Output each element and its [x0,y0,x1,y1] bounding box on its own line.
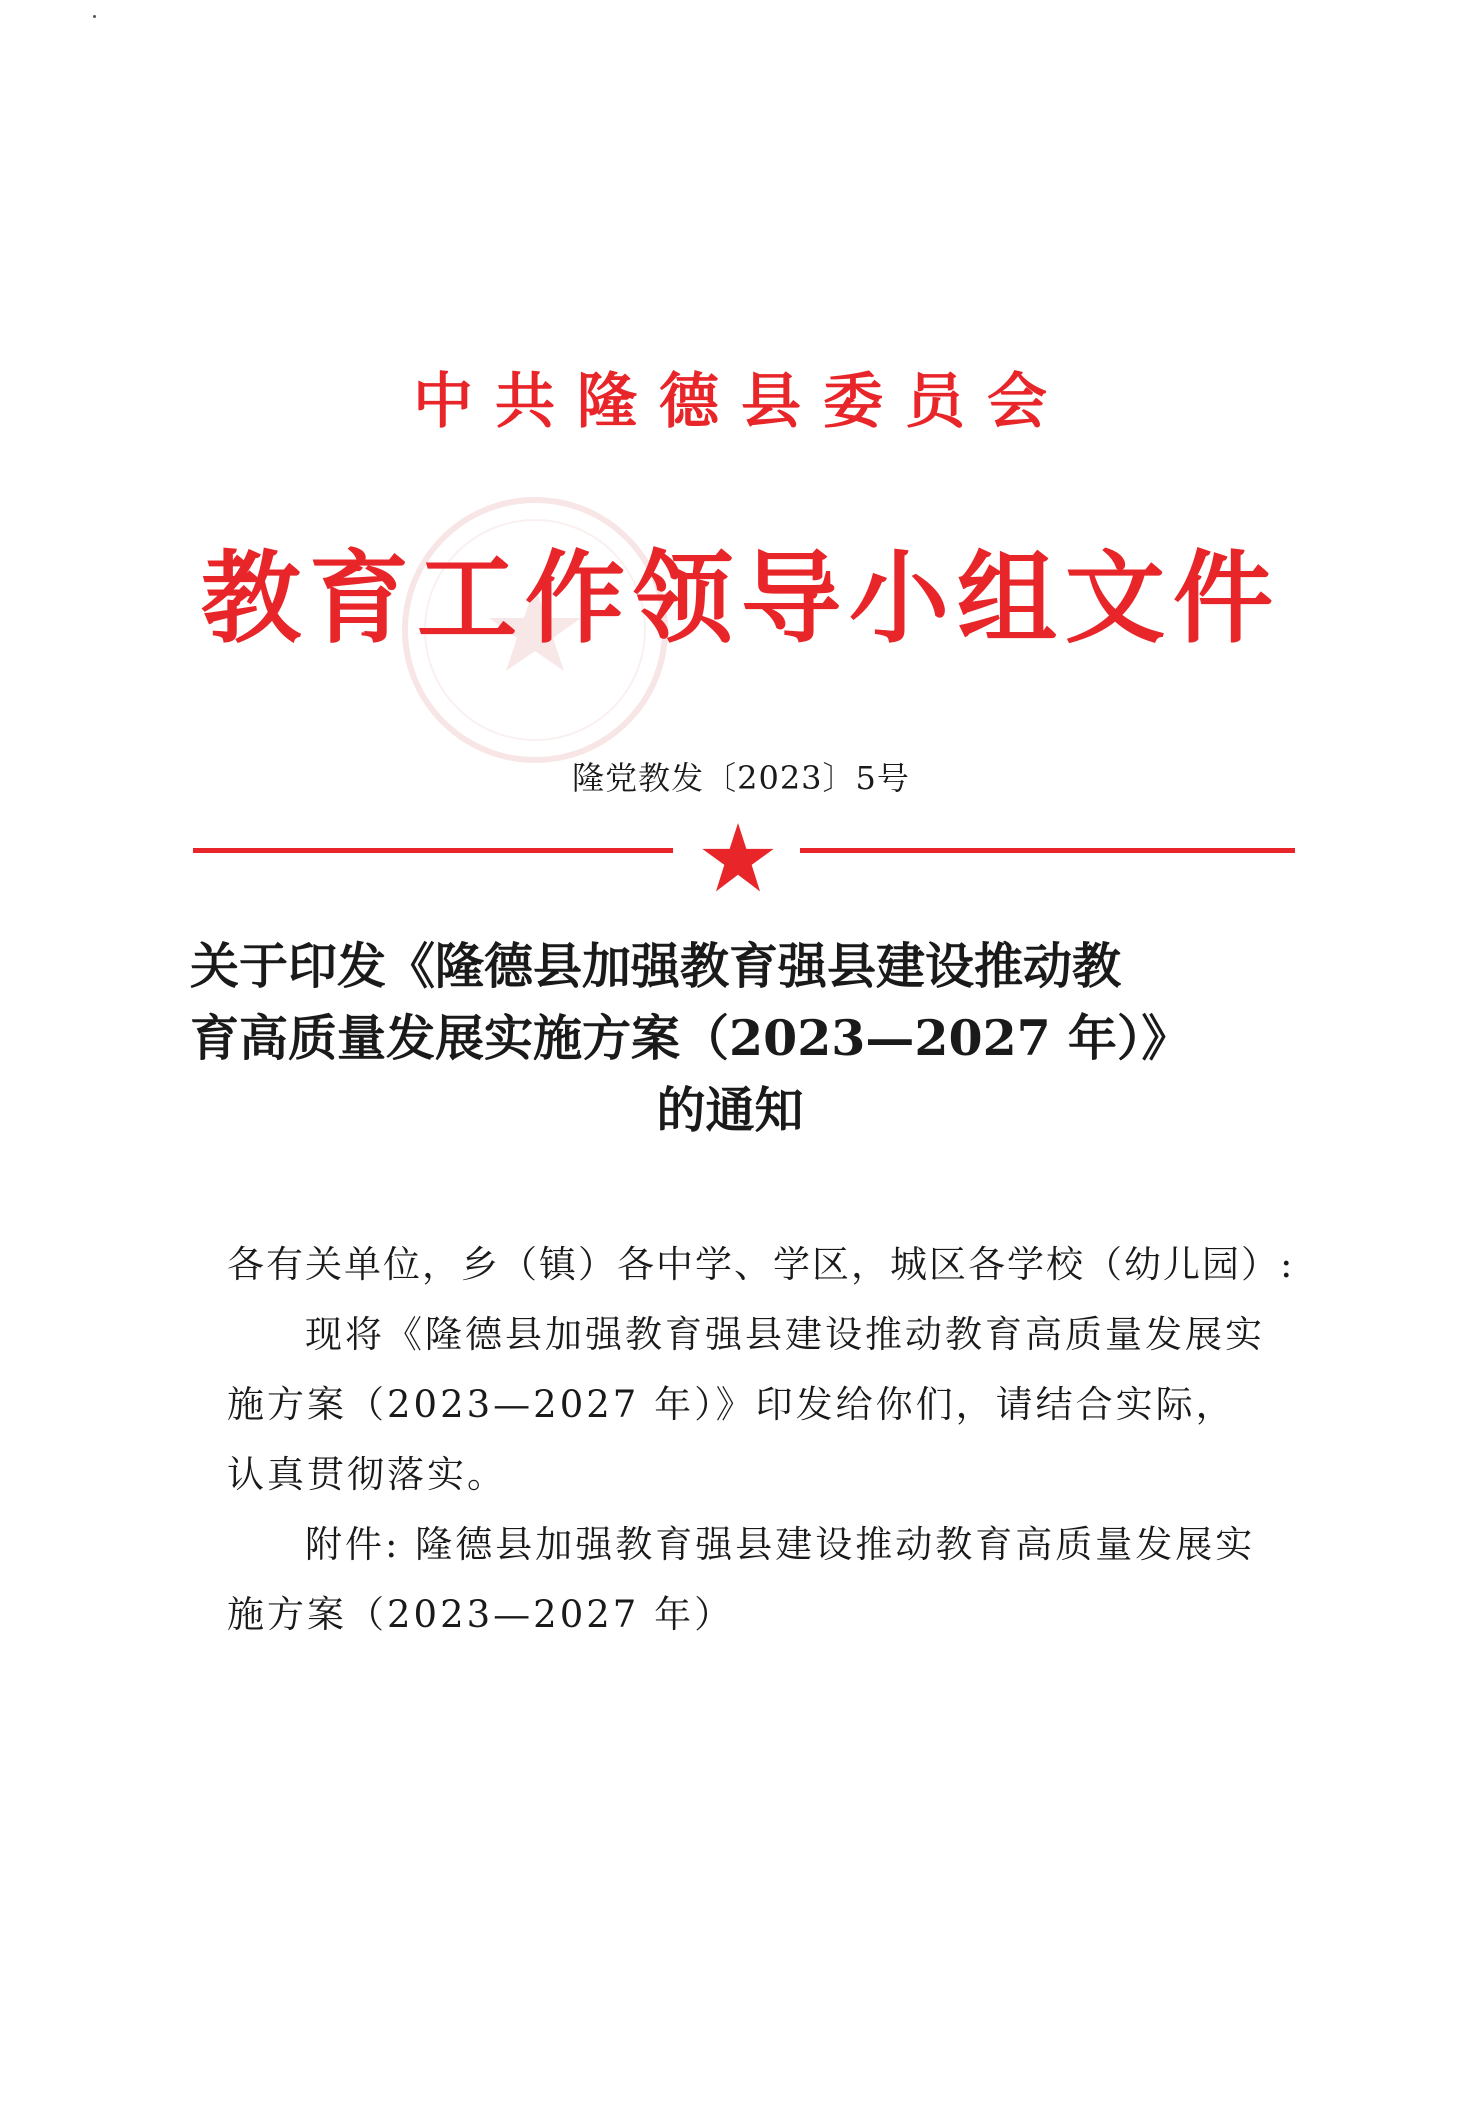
red-rule-right [800,848,1295,853]
document-type-heading: 教育工作领导小组文件 [201,539,1281,657]
red-rule-left [193,848,673,853]
issuer-name: 中共隆德县委员会 [413,367,1069,437]
notice-body [227,1230,1295,1650]
title-line-2: 育高质量发展实施方案（2023—2027 年）》 [190,1009,1191,1067]
title-line-1: 关于印发《隆德县加强教育强县建设推动教 [190,937,1122,995]
red-star-icon [700,820,776,896]
document-number: 隆党教发〔2023〕5号 [572,759,910,797]
notice-title [190,930,1290,1146]
salutation: 各有关单位，乡（镇）各中学、学区，城区各学校（幼儿园）: [227,1243,1295,1286]
body-paragraph: 现将《隆德县加强教育强县建设推动教育高质量发展实施方案（2023—2027 年）》印发给你们，请结合实际，认真贯彻落实。 [227,1313,1265,1496]
attachment-line: 附件: 隆德县加强教育强县建设推动教育高质量发展实施方案（2023—2027 年） [227,1523,1256,1636]
scan-speck [93,15,96,18]
title-line-3: 的通知 [656,1081,804,1139]
